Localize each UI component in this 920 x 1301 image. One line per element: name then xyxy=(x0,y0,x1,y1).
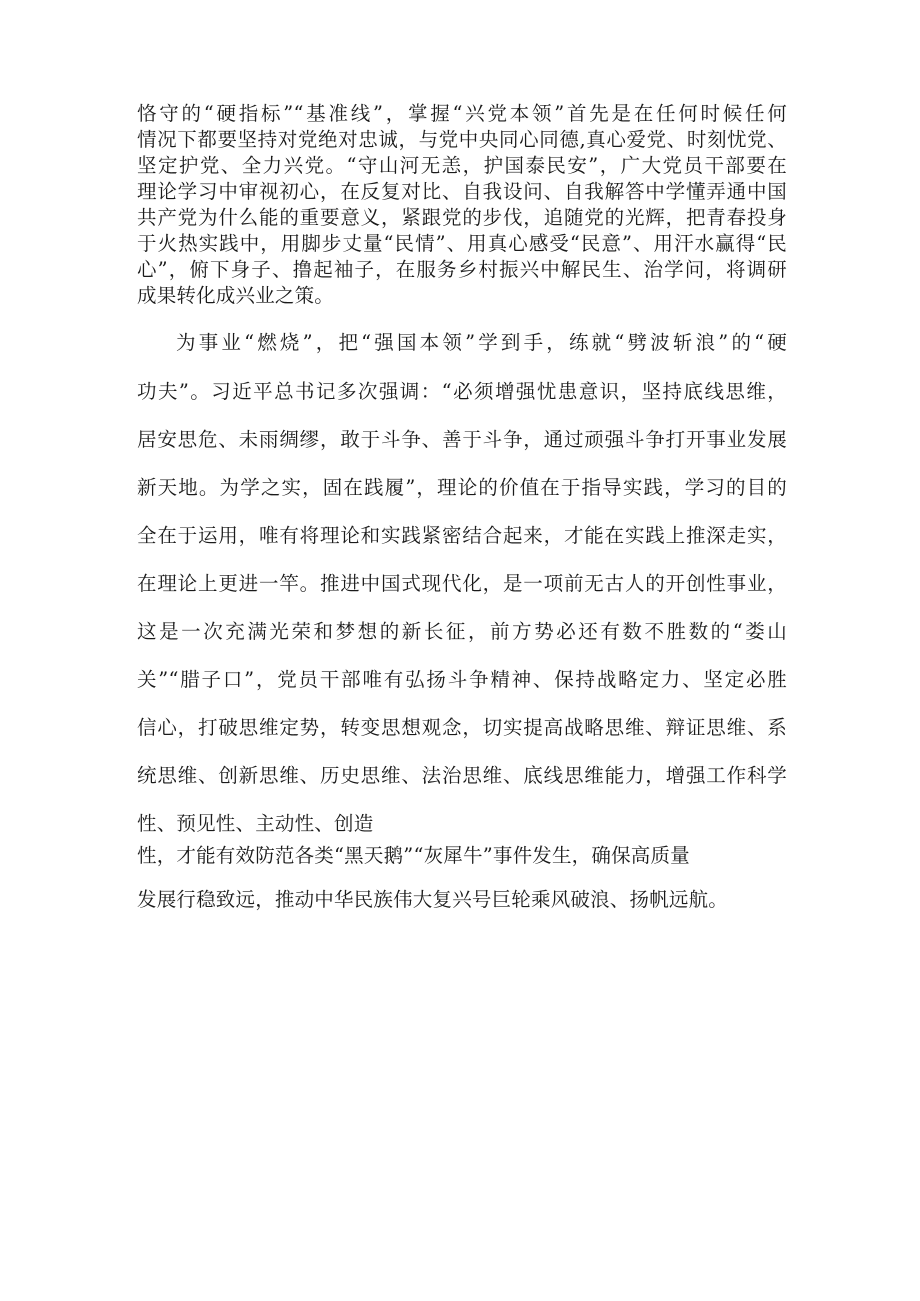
paragraph-2-line: 信心，打破思维定势，转变思想观念，切实提高战略思维、辩证思维、系 xyxy=(137,716,787,739)
paragraph-1-line: 成果转化成兴业之策。 xyxy=(137,284,335,307)
paragraph-1-line: 于火热实践中，用脚步丈量“民情”、用真心感受“民意”、用汗水赢得“民 xyxy=(137,232,787,255)
paragraph-2-line: 为事业“燃烧”，把“强国本领”学到手，练就“劈波斩浪”的“硬 xyxy=(176,331,787,354)
paragraph-2-line: 发展行稳致远，推动中华民族伟大复兴号巨轮乘风破浪、扬帆远航。 xyxy=(137,888,729,911)
paragraph-2-line: 统思维、创新思维、历史思维、法治思维、底线思维能力，增强工作科学 xyxy=(137,764,787,787)
paragraph-1-line: 情况下都要坚持对党绝对忠诚，与党中央同心同德,真心爱党、时刻忧党、 xyxy=(137,128,787,151)
paragraph-1-line: 坚定护党、全力兴党。“守山河无恙，护国泰民安”，广大党员干部要在 xyxy=(137,154,787,177)
paragraph-2-line: 这是一次充满光荣和梦想的新长征，前方势必还有数不胜数的“娄山 xyxy=(137,620,787,643)
paragraph-1-line: 理论学习中审视初心，在反复对比、自我设问、自我解答中学懂弄通中国 xyxy=(137,180,787,203)
paragraph-2-line: 新天地。为学之实，固在践履”，理论的价值在于指导实践，学习的目的 xyxy=(137,476,787,499)
paragraph-2-line: 性、预见性、主动性、创造 xyxy=(137,812,374,835)
paragraph-2-line: 全在于运用，唯有将理论和实践紧密结合起来，才能在实践上推深走实， xyxy=(137,524,787,547)
paragraph-2-line: 功夫”。习近平总书记多次强调：“必须增强忧患意识，坚持底线思维， xyxy=(137,380,787,403)
paragraph-2-line: 关”“腊子口”，党员干部唯有弘扬斗争精神、保持战略定力、坚定必胜 xyxy=(137,668,787,691)
paragraph-1-line: 心”，俯下身子、撸起袖子，在服务乡村振兴中解民生、治学问，将调研 xyxy=(137,258,787,281)
paragraph-1-line: 恪守的“硬指标”“基准线”，掌握“兴党本领”首先是在任何时候任何 xyxy=(137,102,787,125)
paragraph-2-line: 在理论上更进一竿。推进中国式现代化，是一项前无古人的开创性事业， xyxy=(137,572,787,595)
paragraph-2-line: 居安思危、未雨绸缪，敢于斗争、善于斗争，通过顽强斗争打开事业发展 xyxy=(137,428,787,451)
paragraph-2-line: 性，才能有效防范各类“黑天鹅”“灰犀牛”事件发生，确保高质量 xyxy=(137,844,690,867)
paragraph-1-line: 共产党为什么能的重要意义，紧跟党的步伐，追随党的光辉，把青春投身 xyxy=(137,206,787,229)
